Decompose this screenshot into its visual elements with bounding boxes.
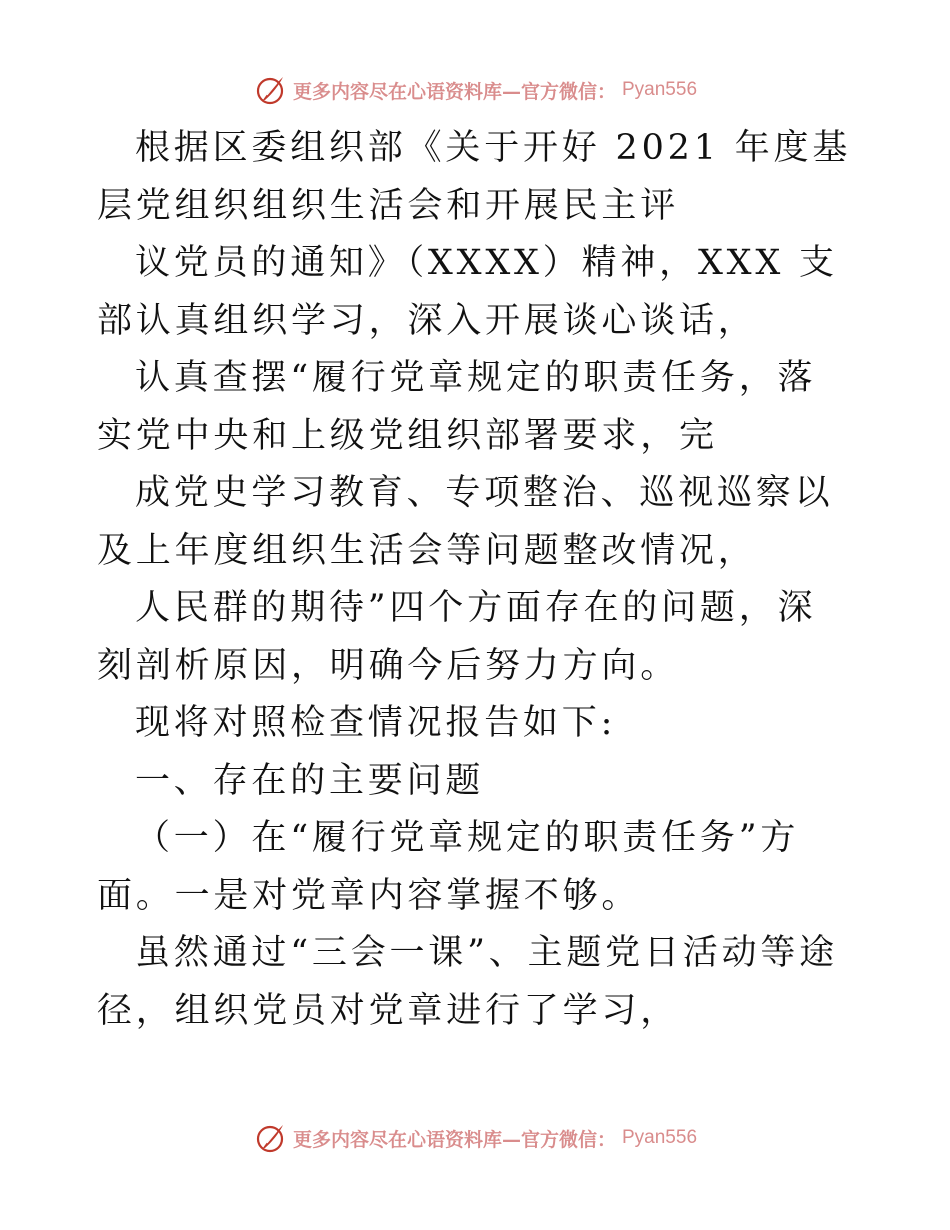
watermark-text: 更多内容尽在心语资料库—官方微信： <box>292 1128 616 1151</box>
feather-circle-logo-icon <box>253 1121 287 1155</box>
paragraph-3: 认真查摆“履行党章规定的职责任务，落实党中央和上级党组织部署要求，完 <box>97 358 817 456</box>
paragraph-5: 人民群的期待”四个方面存在的问题，深刻剖析原因，明确今后努力方向。 <box>97 588 817 686</box>
header-watermark <box>0 70 950 110</box>
watermark-wechat-id: Pyan556 <box>622 79 698 100</box>
footer-watermark <box>0 1118 950 1158</box>
paragraph-2: 议党员的通知》（XXXX）精神，XXX 支部认真组织学习，深入开展谈心谈话， <box>97 243 838 341</box>
feather-circle-logo-icon <box>253 73 287 107</box>
watermark-wechat-id: Pyan556 <box>622 1127 698 1148</box>
paragraph-1: 根据区委组织部《关于开好 2021 年度基层党组织组织生活会和开展民主评 <box>97 128 852 226</box>
section-heading-1: 一、存在的主要问题 <box>135 760 485 801</box>
document-body <box>97 120 853 1040</box>
paragraph-7: （一）在“履行党章规定的职责任务”方面。一是对党章内容掌握不够。 <box>97 818 800 916</box>
watermark-text: 更多内容尽在心语资料库—官方微信： <box>292 80 616 103</box>
paragraph-8: 虽然通过“三会一课”、主题党日活动等途径，组织党员对党章进行了学习， <box>97 933 838 1031</box>
paragraph-6: 现将对照检查情况报告如下: <box>135 703 617 743</box>
paragraph-4: 成党史学习教育、专项整治、巡视巡察以及上年度组织生活会等问题整改情况， <box>97 473 834 571</box>
